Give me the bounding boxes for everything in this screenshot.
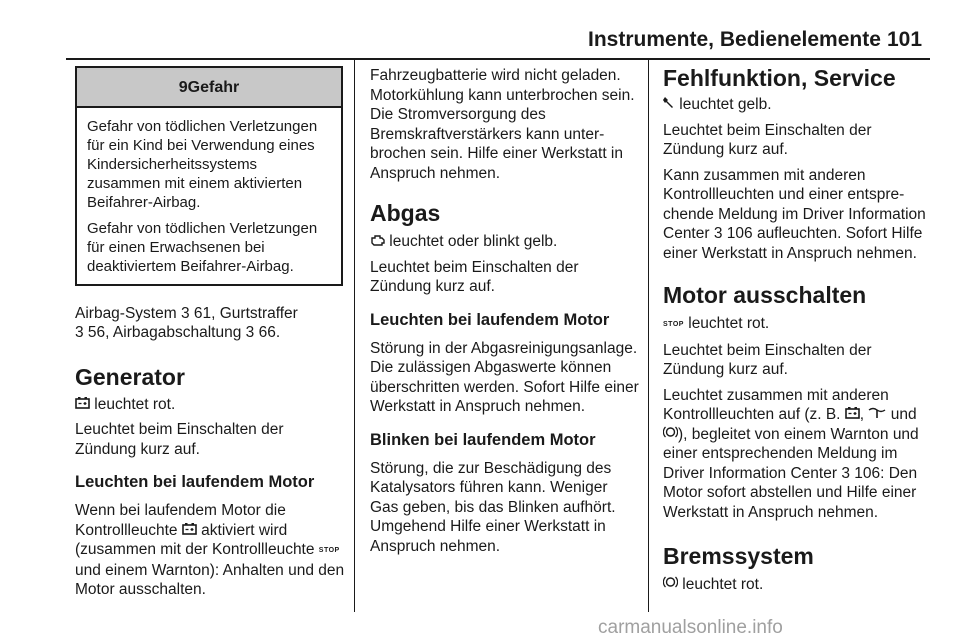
abgas-blinking-text: Störung, die zur Beschädigung des Katalysators führen kann. Weniger Gas geben, bis das Blinken aufhört. Umgehend Hilfe einer Werkstatt in Anspruch nehmen. xyxy=(370,459,616,555)
engine-check-icon xyxy=(370,232,385,252)
warning-triangle-icon: 9 xyxy=(178,79,188,96)
generator-consequences: Fahrzeugbatterie wird nicht geladen. Motorkühlung kann unterbrochen sein. Die Stromversorgung des Bremskraftverstärkers kann unterbrochen sein. Hilfe einer Werkstatt in Anspruch nehmen. xyxy=(370,67,635,182)
cross-references xyxy=(75,304,347,343)
warning-box xyxy=(75,66,343,286)
motor-status-line: STOP leuchtet rot. xyxy=(663,315,770,332)
brake-icon xyxy=(663,425,678,445)
page-ref-arrow-icon: 3 xyxy=(713,225,723,242)
abgas-lit-text: Störung in der Abgasreinigungsanlage. Die zulässigen Abgaswerte können überschritten werden. Sofort Hilfe einer Werkstatt in Anspruch nehmen. xyxy=(370,339,639,415)
warning-title: Gefahr xyxy=(187,79,240,96)
warning-text-child: Gefahr von tödlichen Verletzungen für ein Kind bei Verwendung eines Kindersicherheitssystems zusammen mit einem aktivierten Beifahrer-Airbag. xyxy=(87,117,318,211)
column-right xyxy=(663,62,933,595)
warning-body xyxy=(77,108,341,284)
coolant-icon xyxy=(868,405,886,425)
stop-icon: STOP xyxy=(318,547,340,554)
generator-subheading: Leuchten bei laufendem Motor xyxy=(75,473,315,491)
header-divider xyxy=(66,58,930,60)
page-ref-arrow-icon: 3 xyxy=(180,304,190,322)
generator-text: Leuchtet beim Einschalten der Zündung kurz auf. xyxy=(75,421,284,458)
abgas-subheading-blinking: Blinken bei laufendem Motor xyxy=(370,430,596,449)
battery-icon xyxy=(182,521,197,541)
ref-pretensioner-page: 56, Airbagabschaltung xyxy=(83,324,246,341)
column-middle xyxy=(370,62,640,556)
abgas-status-line: leuchtet oder blinkt gelb. xyxy=(370,232,640,252)
warning-text-adult: Gefahr von tödlichen Verletzungen für einen Erwachsenen bei deaktiviertem Beifahrer-Airbag. xyxy=(87,219,318,275)
brake-icon xyxy=(663,575,678,595)
ref-airbag-page: 61, Gurtstraffer xyxy=(189,304,298,322)
motor-instructions: Leuchtet zusammen mit anderen Kontrollleuchten auf (z. B. , und ), begleitet von einem Warnton und einer entsprechenden Meldung im Driver Information Center 3 106: Den Motor sofort abstellen und Hilfe einer Werkstatt in Anspruch nehmen. xyxy=(663,386,919,521)
service-heading: Fehlfunktion, Service xyxy=(663,65,896,91)
generator-heading: Generator xyxy=(75,363,185,390)
abgas-heading: Abgas xyxy=(370,200,441,226)
abgas-subheading-lit: Leuchten bei laufendem Motor xyxy=(370,310,610,329)
column-divider-left xyxy=(354,60,355,612)
service-info: Kann zusammen mit anderen Kontrollleuchten und einer entsprechende Meldung im Driver Information Center 3 106 aufleuchten. Sofort Hilfe einer Werkstatt in Anspruch nehmen. xyxy=(663,166,926,262)
ref-airbag: Airbag-System xyxy=(75,304,181,322)
wrench-icon xyxy=(663,95,675,115)
page-header-title: Instrumente, Bedienelemente xyxy=(588,28,881,51)
service-status-line: leuchtet gelb. xyxy=(663,95,933,115)
warning-header xyxy=(77,68,341,108)
motor-text: Leuchtet beim Einschalten der Zündung kurz auf. xyxy=(663,341,872,378)
battery-icon xyxy=(845,405,860,425)
column-divider-right xyxy=(648,60,649,612)
generator-instructions: Wenn bei laufendem Motor die Kontrollleuchte aktiviert wird (zusammen mit der Kontrollleuchte STOP und einem Warnton): Anhalten und den Motor ausschalten. xyxy=(75,502,345,598)
stop-icon: STOP xyxy=(663,321,684,328)
brems-status-line: leuchtet rot. xyxy=(663,575,933,595)
generator-status-line: leuchtet rot. xyxy=(75,395,347,415)
page-ref-arrow-icon: 3 xyxy=(841,464,850,482)
motor-heading: Motor ausschalten xyxy=(663,282,867,308)
page-ref-arrow-icon: 3 xyxy=(245,324,255,341)
watermark: carmanualsonline.info xyxy=(598,617,783,638)
page-ref-arrow-icon: 3 xyxy=(75,324,84,341)
column-left xyxy=(75,62,347,600)
brems-heading: Bremssystem xyxy=(663,543,814,569)
ref-deactivation-page: 66. xyxy=(254,324,281,341)
page-number: 101 xyxy=(887,28,923,51)
battery-icon xyxy=(75,395,90,415)
abgas-text: Leuchtet beim Einschalten der Zündung kurz auf. xyxy=(370,258,579,295)
service-text: Leuchtet beim Einschalten der Zündung kurz auf. xyxy=(663,121,872,158)
